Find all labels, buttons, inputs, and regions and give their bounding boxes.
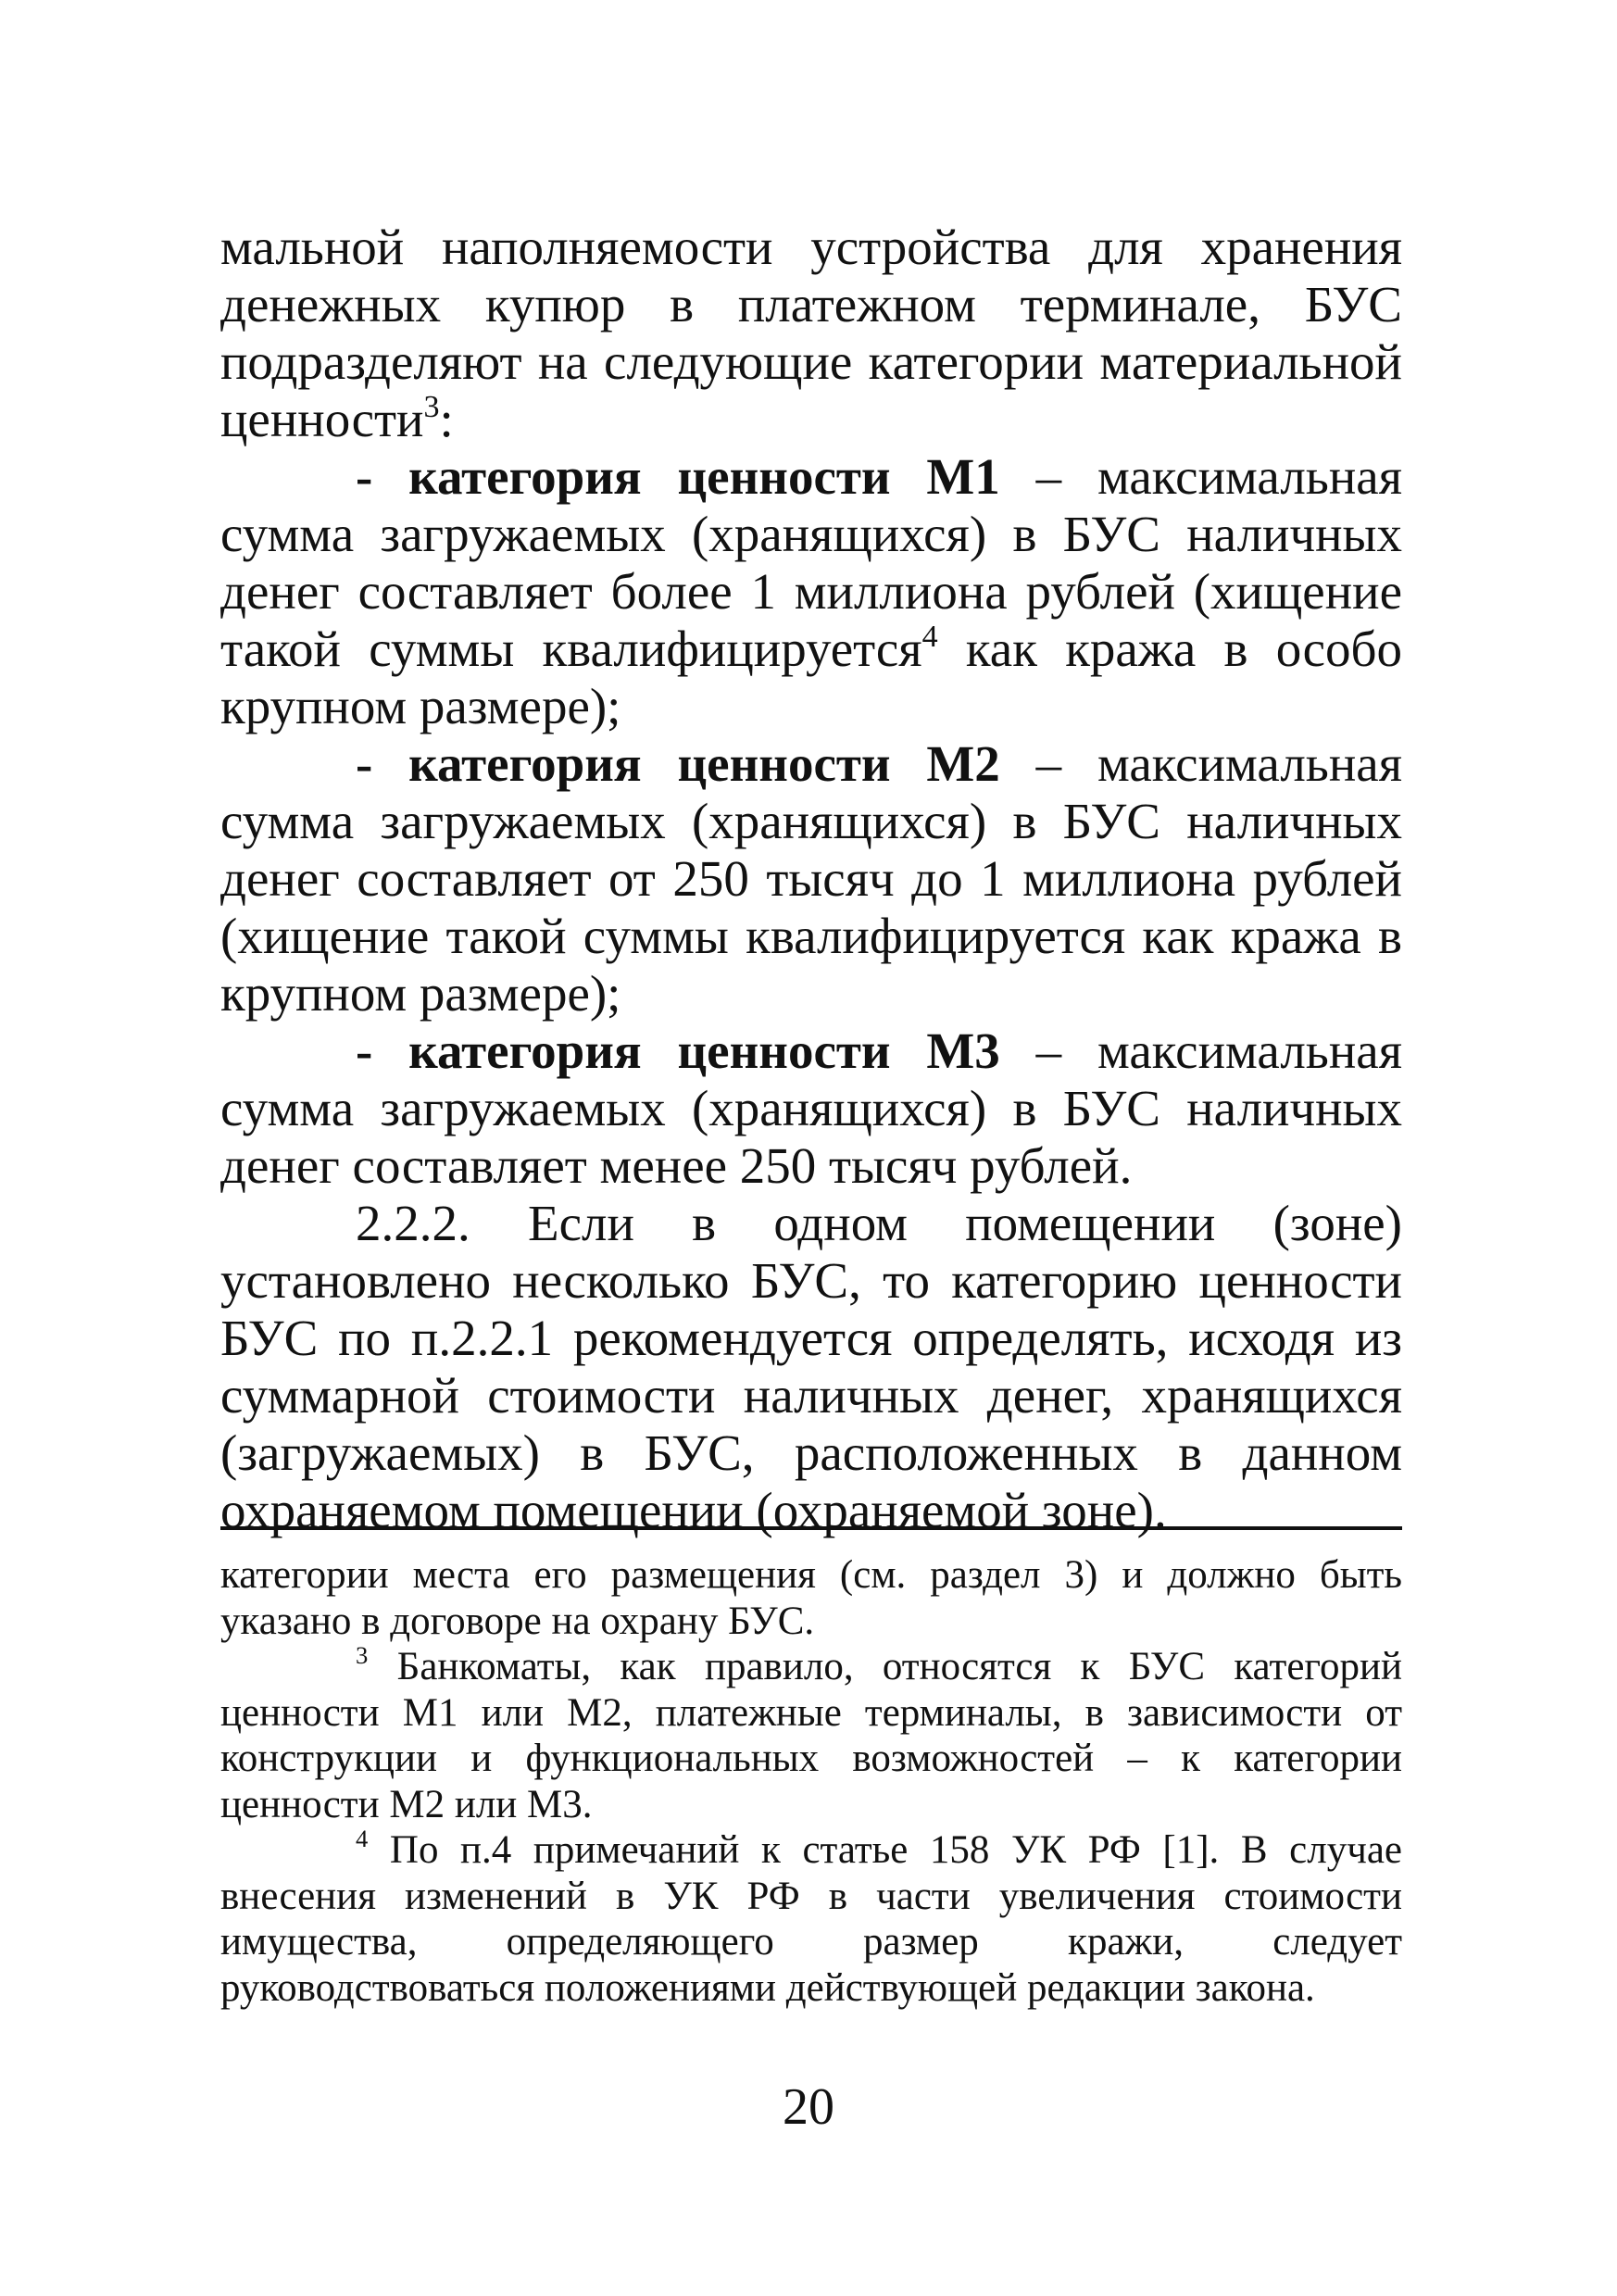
footnote-separator — [220, 1526, 1402, 1530]
main-text — [220, 219, 1402, 1539]
footnotes — [220, 1552, 1402, 2011]
paragraph-text: мальной наполняемости устройства для хранения денежных купюр в платежном терминале, БУС подразделяют на следующие категории материальной ценности — [220, 219, 1402, 447]
footnote-mark: 4 — [356, 1825, 369, 1853]
item-category-m2 — [220, 735, 1402, 1023]
item-text: – максимальная сумма загружаемых (хранящихся) в БУС наличных денег составляет от 250 тысяч до 1 миллиона рублей (хищение такой суммы квалифицируется как кража в крупном размере); — [220, 735, 1402, 1022]
paragraph-text: : — [439, 391, 454, 447]
item-text: – максимальная сумма загружаемых (хранящихся) в БУС наличных денег составляет более 1 миллиона рублей (хищение такой суммы квалифицируется — [220, 448, 1402, 677]
item-text: – максимальная сумма загружаемых (хранящихся) в БУС наличных денег составляет менее 250 тысяч рублей. — [220, 1023, 1402, 1194]
page-number: 20 — [783, 2078, 834, 2136]
paragraph-categories-intro — [220, 219, 1402, 448]
item-category-m3 — [220, 1023, 1402, 1195]
footnote-3 — [220, 1641, 1402, 1827]
item-term: - категория ценности М3 — [356, 1023, 1000, 1079]
footnote-4 — [220, 1827, 1402, 2011]
item-term: - категория ценности М2 — [356, 735, 1000, 792]
item-category-m1 — [220, 448, 1402, 735]
item-text: как кража в особо крупном размере); — [220, 621, 1402, 734]
paragraph-2-2-2: 2.2.2. Если в одном помещении (зоне) установлено несколько БУС, то категорию ценности БУС по п.2.2.1 рекомендуется определять, исходя из суммарной стоимости наличных денег, хранящихся (загружаемых) в БУС, расположенных в данном охраняемом помещении (охраняемой зоне). — [220, 1195, 1402, 1538]
footnote-mark: 3 — [356, 1641, 369, 1670]
footnote-text: Банкоматы, как правило, относятся к БУС категорий ценности М1 или М2, платежные терминалы, в зависимости от конструкции и функциональных возможностей – к категории ценности М2 или М3. — [220, 1645, 1402, 1826]
footnote-text: По п.4 примечаний к статье 158 УК РФ [1]. В случае внесения изменений в УК РФ в части увеличения стоимости имущества, определяющего размер кражи, следует руководствоваться положениями действующей редакции закона. — [220, 1828, 1402, 2010]
footnote-continuation: категории места его размещения (см. раздел 3) и должно быть указано в договоре на охрану БУС. — [220, 1553, 1402, 1643]
footnote-ref-3[interactable]: 3 — [423, 389, 440, 424]
footnote-ref-4[interactable]: 4 — [921, 619, 938, 654]
item-term: - категория ценности М1 — [356, 448, 1000, 505]
